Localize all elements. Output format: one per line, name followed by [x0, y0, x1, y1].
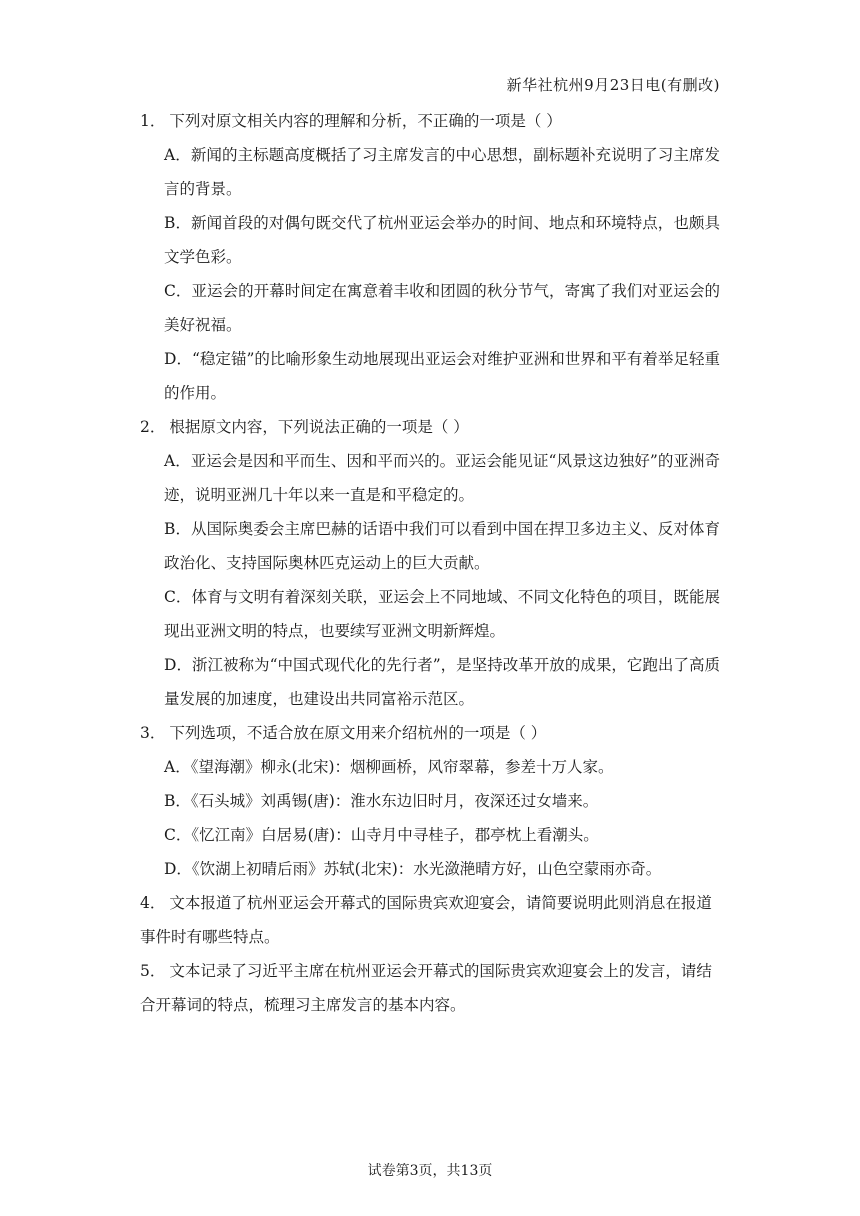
option-a: A．亚运会是因和平而生、因和平而兴的。亚运会能见证“风景这边独好”的亚洲奇迹，说明亚洲几十年以来一直是和平稳定的。	[164, 452, 720, 504]
page-footer: 试卷第3页，共13页	[367, 1163, 493, 1179]
option-b: B．新闻首段的对偶句既交代了杭州亚运会举办的时间、地点和环境特点，也颇具文学色彩。	[164, 214, 720, 266]
option-c: C．亚运会的开幕时间定在寓意着丰收和团圆的秋分节气，寄寓了我们对亚运会的美好祝福。	[164, 282, 720, 334]
question-stem: 1． 下列对原文相关内容的理解和分析，不正确的一项是（ ）	[140, 112, 562, 130]
option-a: A．新闻的主标题高度概括了习主席发言的中心思想，副标题补充说明了习主席发言的背景。	[164, 146, 720, 198]
question-4	[140, 886, 720, 954]
question-stem: 4． 文本报道了杭州亚运会开幕式的国际贵宾欢迎宴会，请简要说明此则消息在报道事件时有哪些特点。	[140, 894, 712, 946]
question-2	[140, 410, 720, 716]
option-d: D．《饮湖上初晴后雨》苏轼(北宋)：水光潋滟晴方好，山色空蒙雨亦奇。	[164, 860, 662, 878]
option-a: A．《望海潮》柳永(北宋)：烟柳画桥，风帘翠幕，参差十万人家。	[164, 758, 614, 776]
option-d: D．“稳定锚”的比喻形象生动地展现出亚运会对维护亚洲和世界和平有着举足轻重的作用。	[164, 350, 720, 402]
question-number: 5．	[140, 962, 166, 980]
source-line: 新华社杭州9月23日电(有删改)	[506, 76, 720, 94]
option-b: B．《石头城》刘禹锡(唐)：淮水东边旧时月，夜深还过女墙来。	[164, 792, 599, 810]
question-5	[140, 954, 720, 1022]
question-number: 1．	[140, 112, 166, 130]
option-b: B．从国际奥委会主席巴赫的话语中我们可以看到中国在捍卫多边主义、反对体育政治化、支持国际奥林匹克运动上的巨大贡献。	[164, 520, 720, 572]
question-number: 2．	[140, 418, 166, 436]
question-stem: 3． 下列选项，不适合放在原文用来介绍杭州的一项是（ ）	[140, 724, 547, 742]
option-c: C．《忆江南》白居易(唐)：山寺月中寻桂子，郡亭枕上看潮头。	[164, 826, 599, 844]
question-1	[140, 104, 720, 410]
question-number: 4．	[140, 894, 166, 912]
option-c: C．体育与文明有着深刻关联，亚运会上不同地域、不同文化特色的项目，既能展现出亚洲文明的特点，也要续写亚洲文明新辉煌。	[164, 588, 720, 640]
question-number: 3．	[140, 724, 166, 742]
question-3	[140, 716, 720, 886]
question-list	[140, 104, 720, 1022]
question-stem: 2． 根据原文内容，下列说法正确的一项是（ ）	[140, 418, 469, 436]
option-d: D．浙江被称为“中国式现代化的先行者”，是坚持改革开放的成果，它跑出了高质量发展的加速度，也建设出共同富裕示范区。	[164, 656, 720, 708]
question-stem: 5． 文本记录了习近平主席在杭州亚运会开幕式的国际贵宾欢迎宴会上的发言，请结合开幕词的特点，梳理习主席发言的基本内容。	[140, 962, 712, 1014]
